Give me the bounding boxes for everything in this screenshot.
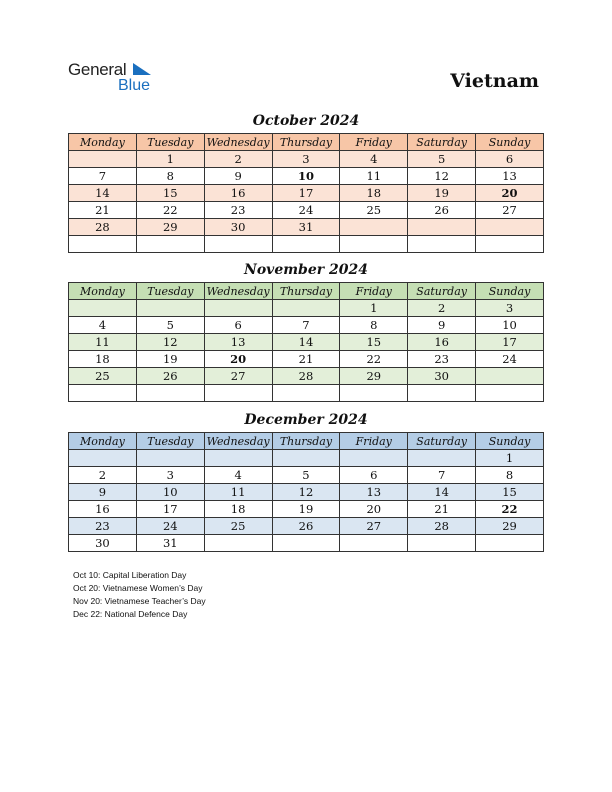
logo-word-general: General — [68, 60, 127, 79]
day-cell: 3 — [476, 300, 544, 317]
week-row — [69, 300, 544, 317]
day-cell: 26 — [272, 518, 340, 535]
day-cell: 23 — [204, 202, 272, 219]
day-cell: 29 — [136, 219, 204, 236]
empty-day-cell — [204, 385, 272, 402]
weekday-header: Thursday — [272, 134, 340, 151]
day-cell: 21 — [408, 501, 476, 518]
weekday-header: Sunday — [476, 283, 544, 300]
empty-day-cell — [69, 236, 137, 253]
country-title: Vietnam — [450, 70, 539, 92]
day-cell: 23 — [408, 351, 476, 368]
day-cell: 1 — [476, 450, 544, 467]
day-cell: 11 — [204, 484, 272, 501]
day-cell: 22 — [476, 501, 544, 518]
day-cell: 26 — [408, 202, 476, 219]
day-cell: 13 — [204, 334, 272, 351]
day-cell: 9 — [408, 317, 476, 334]
month-title-december: December 2024 — [244, 412, 368, 428]
day-cell: 4 — [340, 151, 408, 168]
generalblue-logo — [68, 60, 168, 100]
day-cell: 11 — [340, 168, 408, 185]
week-row — [69, 467, 544, 484]
calendar-october — [68, 133, 544, 253]
day-cell: 3 — [272, 151, 340, 168]
day-cell: 7 — [408, 467, 476, 484]
day-cell: 1 — [340, 300, 408, 317]
holiday-note: Oct 10: Capital Liberation Day — [73, 570, 187, 580]
logo-triangle-icon — [133, 63, 153, 77]
empty-day-cell — [476, 236, 544, 253]
day-cell: 11 — [69, 334, 137, 351]
day-cell: 10 — [476, 317, 544, 334]
day-cell: 31 — [136, 535, 204, 552]
day-cell: 24 — [136, 518, 204, 535]
day-cell: 19 — [408, 185, 476, 202]
week-row — [69, 450, 544, 467]
day-cell: 22 — [340, 351, 408, 368]
holiday-note: Dec 22: National Defence Day — [73, 609, 188, 619]
calendar-december — [68, 432, 544, 552]
day-cell: 17 — [136, 501, 204, 518]
day-cell: 9 — [69, 484, 137, 501]
week-row — [69, 317, 544, 334]
day-cell: 14 — [408, 484, 476, 501]
weekday-header: Friday — [340, 433, 408, 450]
week-row — [69, 334, 544, 351]
empty-day-cell — [136, 236, 204, 253]
day-cell: 13 — [476, 168, 544, 185]
weekday-header: Monday — [69, 433, 137, 450]
weekday-header: Tuesday — [136, 134, 204, 151]
empty-day-cell — [340, 450, 408, 467]
day-cell: 29 — [476, 518, 544, 535]
day-cell: 6 — [340, 467, 408, 484]
weekday-header: Thursday — [272, 283, 340, 300]
empty-day-cell — [272, 300, 340, 317]
empty-day-cell — [136, 385, 204, 402]
day-cell: 8 — [136, 168, 204, 185]
empty-day-cell — [340, 219, 408, 236]
empty-day-cell — [476, 368, 544, 385]
day-cell: 5 — [408, 151, 476, 168]
day-cell: 4 — [204, 467, 272, 484]
empty-day-cell — [340, 236, 408, 253]
day-cell: 16 — [69, 501, 137, 518]
day-cell: 10 — [272, 168, 340, 185]
empty-day-cell — [204, 450, 272, 467]
empty-day-cell — [476, 535, 544, 552]
day-cell: 19 — [136, 351, 204, 368]
month-title-november: November 2024 — [244, 262, 368, 278]
day-cell: 7 — [69, 168, 137, 185]
day-cell: 15 — [136, 185, 204, 202]
day-cell: 15 — [340, 334, 408, 351]
weekday-header-row — [69, 283, 544, 300]
day-cell: 6 — [476, 151, 544, 168]
week-row — [69, 518, 544, 535]
day-cell: 14 — [69, 185, 137, 202]
weekday-header: Tuesday — [136, 433, 204, 450]
day-cell: 18 — [340, 185, 408, 202]
day-cell: 30 — [408, 368, 476, 385]
holiday-note: Nov 20: Vietnamese Teacher’s Day — [73, 596, 206, 606]
day-cell: 27 — [476, 202, 544, 219]
day-cell: 25 — [340, 202, 408, 219]
day-cell: 23 — [69, 518, 137, 535]
day-cell: 25 — [204, 518, 272, 535]
empty-day-cell — [408, 219, 476, 236]
day-cell: 28 — [408, 518, 476, 535]
day-cell: 17 — [272, 185, 340, 202]
empty-day-cell — [340, 535, 408, 552]
day-cell: 30 — [69, 535, 137, 552]
day-cell: 27 — [204, 368, 272, 385]
day-cell: 16 — [408, 334, 476, 351]
day-cell: 4 — [69, 317, 137, 334]
day-cell: 8 — [476, 467, 544, 484]
day-cell: 3 — [136, 467, 204, 484]
day-cell: 19 — [272, 501, 340, 518]
day-cell: 28 — [69, 219, 137, 236]
day-cell: 21 — [69, 202, 137, 219]
weekday-header: Wednesday — [204, 433, 272, 450]
day-cell: 27 — [340, 518, 408, 535]
day-cell: 20 — [476, 185, 544, 202]
day-cell: 20 — [340, 501, 408, 518]
day-cell: 1 — [136, 151, 204, 168]
day-cell: 12 — [272, 484, 340, 501]
day-cell: 24 — [476, 351, 544, 368]
empty-day-cell — [69, 385, 137, 402]
weekday-header: Monday — [69, 134, 137, 151]
empty-day-cell — [476, 385, 544, 402]
weekday-header: Friday — [340, 283, 408, 300]
logo-word-blue: Blue — [118, 77, 151, 94]
week-row — [69, 368, 544, 385]
day-cell: 13 — [340, 484, 408, 501]
empty-day-cell — [204, 535, 272, 552]
day-cell: 5 — [272, 467, 340, 484]
empty-day-cell — [69, 300, 137, 317]
week-row — [69, 151, 544, 168]
weekday-header: Monday — [69, 283, 137, 300]
empty-day-cell — [272, 535, 340, 552]
week-row — [69, 385, 544, 402]
day-cell: 14 — [272, 334, 340, 351]
empty-day-cell — [272, 385, 340, 402]
empty-day-cell — [136, 450, 204, 467]
weekday-header: Friday — [340, 134, 408, 151]
day-cell: 16 — [204, 185, 272, 202]
week-row — [69, 168, 544, 185]
week-row — [69, 351, 544, 368]
day-cell: 2 — [69, 467, 137, 484]
day-cell: 6 — [204, 317, 272, 334]
day-cell: 17 — [476, 334, 544, 351]
weekday-header-row — [69, 134, 544, 151]
day-cell: 12 — [408, 168, 476, 185]
day-cell: 22 — [136, 202, 204, 219]
weekday-header: Thursday — [272, 433, 340, 450]
empty-day-cell — [69, 151, 137, 168]
empty-day-cell — [408, 236, 476, 253]
holiday-notes — [73, 569, 206, 621]
week-row — [69, 236, 544, 253]
day-cell: 26 — [136, 368, 204, 385]
day-cell: 12 — [136, 334, 204, 351]
week-row — [69, 202, 544, 219]
month-title-october: October 2024 — [252, 113, 360, 129]
day-cell: 10 — [136, 484, 204, 501]
empty-day-cell — [408, 450, 476, 467]
day-cell: 2 — [408, 300, 476, 317]
day-cell: 5 — [136, 317, 204, 334]
empty-day-cell — [408, 535, 476, 552]
day-cell: 18 — [69, 351, 137, 368]
calendar-november — [68, 282, 544, 402]
day-cell: 7 — [272, 317, 340, 334]
day-cell: 21 — [272, 351, 340, 368]
weekday-header: Wednesday — [204, 134, 272, 151]
day-cell: 28 — [272, 368, 340, 385]
weekday-header: Saturday — [408, 433, 476, 450]
empty-day-cell — [340, 385, 408, 402]
day-cell: 20 — [204, 351, 272, 368]
holiday-note: Oct 20: Vietnamese Women’s Day — [73, 583, 203, 593]
day-cell: 15 — [476, 484, 544, 501]
week-row — [69, 185, 544, 202]
empty-day-cell — [204, 236, 272, 253]
week-row — [69, 219, 544, 236]
weekday-header: Sunday — [476, 433, 544, 450]
empty-day-cell — [136, 300, 204, 317]
day-cell: 29 — [340, 368, 408, 385]
day-cell: 24 — [272, 202, 340, 219]
day-cell: 18 — [204, 501, 272, 518]
weekday-header: Saturday — [408, 283, 476, 300]
day-cell: 31 — [272, 219, 340, 236]
week-row — [69, 501, 544, 518]
day-cell: 9 — [204, 168, 272, 185]
weekday-header: Sunday — [476, 134, 544, 151]
weekday-header: Wednesday — [204, 283, 272, 300]
weekday-header: Tuesday — [136, 283, 204, 300]
empty-day-cell — [476, 219, 544, 236]
empty-day-cell — [69, 450, 137, 467]
empty-day-cell — [272, 236, 340, 253]
day-cell: 2 — [204, 151, 272, 168]
weekday-header: Saturday — [408, 134, 476, 151]
empty-day-cell — [272, 450, 340, 467]
empty-day-cell — [204, 300, 272, 317]
week-row — [69, 484, 544, 501]
weekday-header-row — [69, 433, 544, 450]
week-row — [69, 535, 544, 552]
day-cell: 25 — [69, 368, 137, 385]
day-cell: 30 — [204, 219, 272, 236]
empty-day-cell — [408, 385, 476, 402]
day-cell: 8 — [340, 317, 408, 334]
